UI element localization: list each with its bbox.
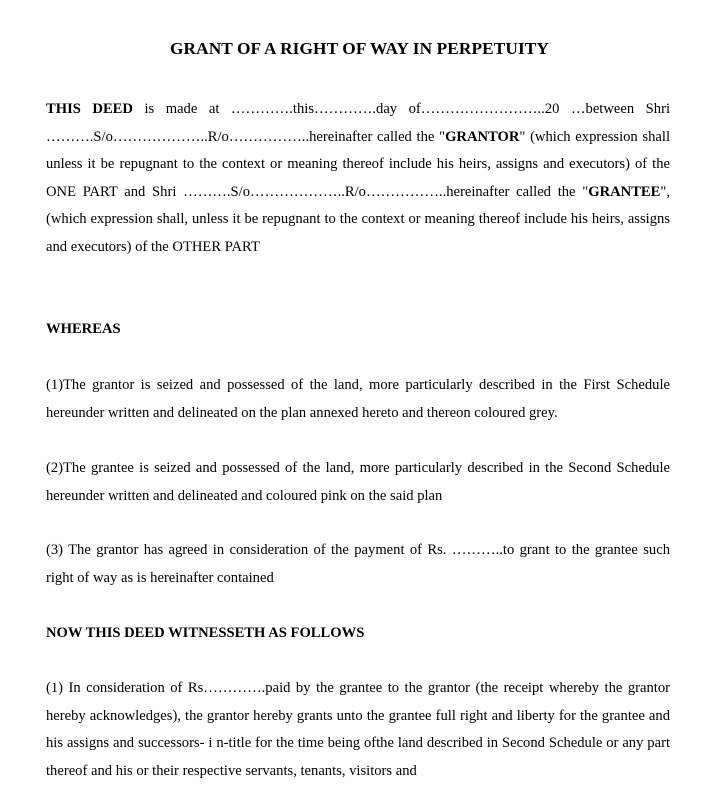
recital-3: (3) The grantor has agreed in consideration of the payment of Rs. ………..to grant to the grantee such right of way as is hereinafter contained <box>46 542 670 586</box>
document-title: GRANT OF A RIGHT OF WAY IN PERPETUITY <box>170 39 549 58</box>
whereas-heading: WHEREAS <box>46 321 121 337</box>
recital-1: (1)The grantor is seized and possessed of the land, more particularly described in the First Schedule hereunder written and delineated on the plan annexed hereto and thereon coloured grey. <box>46 377 670 421</box>
deed-text-2: " (which expression shall unless it be repugnant to the context or meaning thereof include his heirs, assigns and executors) of the ONE PART and Shri ……….S/o………………..R/o……………..hereinafter called the " <box>46 128 670 200</box>
grantor-term: GRANTOR <box>445 128 520 145</box>
deed-text-1: is made at ………….this………….day of……………………..20 …between Shri ……….S/o………………..R/o……………..hereinafter called the " <box>46 101 671 145</box>
deed-lead: THIS DEED <box>46 101 133 117</box>
witness-heading: NOW THIS DEED WITNESSETH AS FOLLOWS <box>46 625 365 641</box>
deed-paragraph <box>46 96 670 261</box>
clause-1: (1) In consideration of Rs………….paid by the grantee to the grantor (the receipt whereby the grantor hereby acknowledges), the grantor hereby grants unto the grantee full right and liberty for the grantee and his assigns and successors- i n-title for the time being ofthe land described in Second Schedule or any part thereof and his or their respective servants, tenants, visitors and <box>46 680 670 779</box>
recital-2: (2)The grantee is seized and possessed of the land, more particularly described in the Second Schedule hereunder written and delineated and coloured pink on the said plan <box>46 460 670 504</box>
deed-text-3: ",(which expression shall, unless it be repugnant to the context or meaning thereof include his heirs, assigns and executors) of the OTHER PART <box>46 183 670 255</box>
grantee-term: GRANTEE <box>588 183 661 200</box>
